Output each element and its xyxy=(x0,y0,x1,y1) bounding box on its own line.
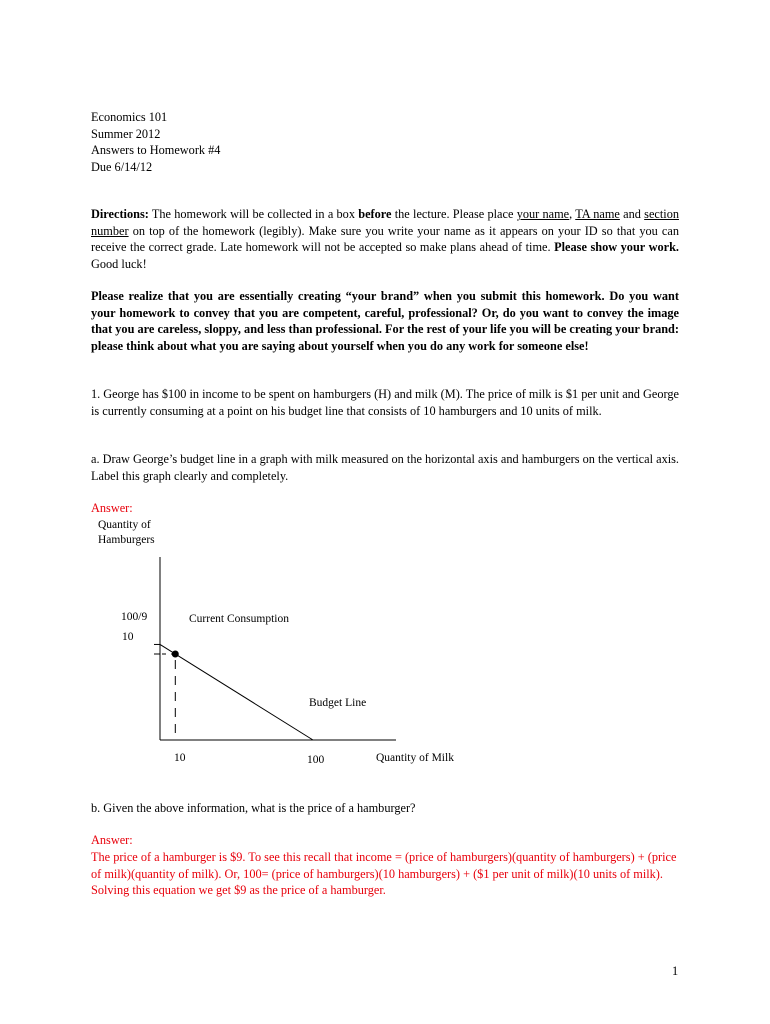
directions-text-4: on top of the homework (legibly). Make sure you write your name as it appears on your ID so that you can receive the correct grade. Late homework will not be accepted so make plans ahead of time. xyxy=(91,223,679,254)
page-number: 1 xyxy=(672,964,679,978)
directions-paragraph xyxy=(91,206,679,272)
document-header xyxy=(91,109,691,175)
y-axis-label-line-1: Quantity of xyxy=(98,519,151,531)
answer-b-text: The price of a hamburger is $9. To see this recall that income = (price of hamburgers)(quantity of hamburgers) + (price of milk)(quantity of milk). Or, 100= (price of hamburgers)(10 hamburgers) + ($1 per unit of milk)(10 units of milk). Solving this equation we get $9 as the price of a hamburger. xyxy=(91,850,677,897)
graph-svg xyxy=(91,515,511,775)
current-consumption-label: Current Consumption xyxy=(189,613,289,625)
x-tick-label-10: 10 xyxy=(174,752,186,764)
directions-comma: , xyxy=(569,207,576,221)
x-tick-label-100: 100 xyxy=(307,754,325,766)
question-1a: a. Draw George’s budget line in a graph with milk measured on the horizontal axis and hamburgers on the vertical axis. Label this graph clearly and completely. xyxy=(91,452,679,483)
directions-show-work: Please show your work. xyxy=(554,240,679,254)
y-tick-label-10: 10 xyxy=(122,631,134,643)
answer-label-b: Answer: xyxy=(91,833,133,847)
directions-ta-name: TA name xyxy=(575,207,620,221)
question-1b: b. Given the above information, what is the price of a hamburger? xyxy=(91,801,416,815)
directions-label: Directions: xyxy=(91,207,149,221)
directions-text-1: The homework will be collected in a box xyxy=(148,207,359,221)
y-tick-label-100-9: 100/9 xyxy=(121,611,148,623)
directions-text-2: the lecture. Please place xyxy=(391,207,517,221)
due-date: Due 6/14/12 xyxy=(91,159,153,174)
course-name: Economics 101 xyxy=(91,110,168,124)
budget-line-graph xyxy=(91,515,511,775)
question-1: 1. George has $100 in income to be spent on hamburgers (H) and milk (M). The price of milk is $1 per unit and George is currently consuming at a point on his budget line that consists of 10 hamburgers and 10 units of milk. xyxy=(91,387,679,418)
x-axis-label: Quantity of Milk xyxy=(376,752,454,764)
current-consumption-point xyxy=(172,651,179,658)
directions-text-5: Good luck! xyxy=(91,256,147,271)
directions-text-3: and xyxy=(619,207,645,221)
document-title: Answers to Homework #4 xyxy=(91,143,221,157)
directions-before: before xyxy=(358,207,392,221)
term: Summer 2012 xyxy=(91,126,161,141)
answer-label-a: Answer: xyxy=(91,501,133,515)
budget-line xyxy=(160,644,313,740)
directions-section-number: section number xyxy=(91,207,679,238)
directions-your-name: your name xyxy=(516,207,570,221)
brand-notice: Please realize that you are essentially creating “your brand” when you submit this homework. Do you want your homework to convey that you are competent, careful, professional? Or, do you want to convey the image that you are careless, sloppy, and less than professional. For the rest of your life you will be creating your brand: please think about what you are saying about yourself when you do any work for someone else! xyxy=(91,289,679,353)
budget-line-label: Budget Line xyxy=(309,697,367,709)
y-axis-label-line-2: Hamburgers xyxy=(98,534,155,546)
